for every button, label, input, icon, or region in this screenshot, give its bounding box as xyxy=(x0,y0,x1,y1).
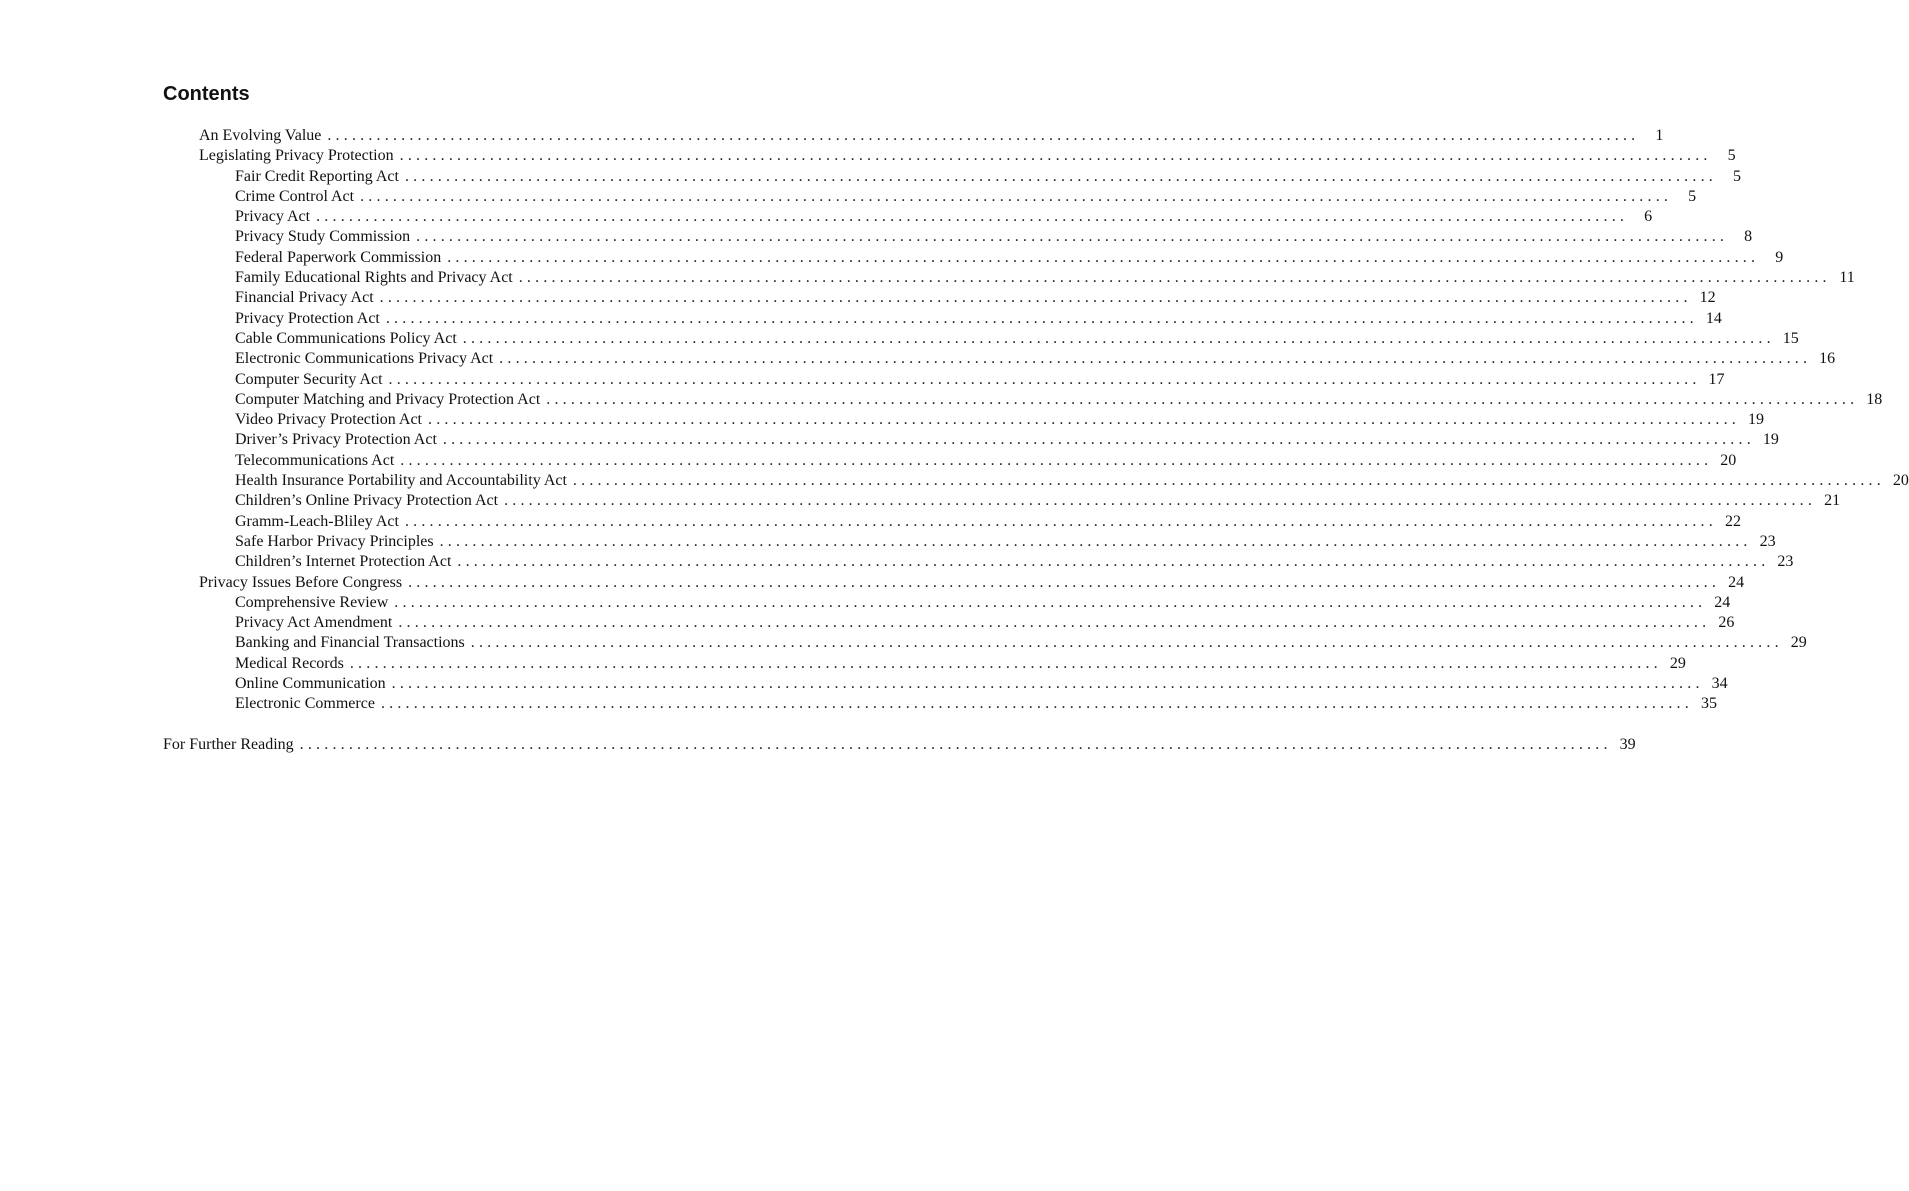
toc-entry-label: Children’s Online Privacy Protection Act xyxy=(235,492,499,510)
toc-page-number: 1 xyxy=(1655,127,1664,144)
toc-page-number: 14 xyxy=(1705,309,1722,327)
toc-entry-row xyxy=(235,410,1764,430)
toc-entry-15[interactable] xyxy=(0,410,1764,430)
toc-dot-leader: ................................................................................................................................................................ xyxy=(428,411,1740,429)
toc-entry-label: Federal Paperwork Commission xyxy=(235,248,442,266)
toc-entry-22[interactable] xyxy=(0,552,1794,572)
toc-dot-leader: ................................................................................................................................................................ xyxy=(380,695,1693,713)
toc-entry-9[interactable] xyxy=(0,288,1716,308)
toc-entry-row xyxy=(235,532,1776,552)
toc-dot-leader: ................................................................................................................................................................ xyxy=(457,553,1770,571)
toc-entry-row xyxy=(199,146,1736,166)
toc-entry-row xyxy=(235,167,1741,187)
toc-entry-row xyxy=(235,187,1697,207)
toc-dot-leader: ................................................................................................................................................................ xyxy=(385,309,1698,327)
toc-entry-label: Privacy Issues Before Congress xyxy=(199,573,403,591)
toc-page-number: 16 xyxy=(1819,350,1836,368)
toc-page-number: 19 xyxy=(1762,431,1779,449)
toc-entry-4[interactable] xyxy=(0,187,1697,207)
toc-entry-label: Health Insurance Portability and Accountability Act xyxy=(235,472,567,490)
toc-entry-6[interactable] xyxy=(0,227,1753,247)
toc-dot-leader: ................................................................................................................................................................ xyxy=(499,350,1812,368)
toc-entry-row xyxy=(235,207,1653,227)
toc-page-number: 29 xyxy=(1669,654,1686,672)
toc-entry-label: Medical Records xyxy=(235,654,344,672)
toc-entry-label: Driver’s Privacy Protection Act xyxy=(235,431,437,449)
toc-entry-25[interactable] xyxy=(0,613,1735,633)
toc-entry-label: Video Privacy Protection Act xyxy=(235,411,422,429)
toc-entry-17[interactable] xyxy=(0,451,1737,471)
toc-page-number: 6 xyxy=(1644,208,1653,226)
toc-dot-leader: ................................................................................................................................................................ xyxy=(316,208,1629,226)
toc-dot-leader: ................................................................................................................................................................ xyxy=(400,451,1713,469)
toc-dot-leader: ................................................................................................................................................................ xyxy=(439,532,1752,550)
toc-entry-row xyxy=(235,512,1741,532)
toc-page-number: 23 xyxy=(1759,532,1776,550)
toc-page-number: 29 xyxy=(1790,634,1807,652)
toc-entry-row xyxy=(235,552,1794,572)
toc-entry-row xyxy=(235,430,1779,450)
toc-page-number: 5 xyxy=(1688,187,1697,205)
toc-entry-row xyxy=(199,126,1664,146)
toc-entry-label: An Evolving Value xyxy=(199,127,322,144)
toc-page-number: 18 xyxy=(1866,390,1883,408)
toc-page-number: 5 xyxy=(1727,147,1736,165)
toc-dot-leader: ................................................................................................................................................................ xyxy=(408,573,1721,591)
toc-dot-leader: ................................................................................................................................................................ xyxy=(572,472,1885,490)
toc-entry-row xyxy=(199,573,1745,593)
toc-page-number: 26 xyxy=(1718,614,1735,632)
toc-entry-label: Cable Communications Policy Act xyxy=(235,329,457,347)
toc-dot-leader: ................................................................................................................................................................ xyxy=(404,167,1717,185)
toc-entry-row xyxy=(235,654,1686,674)
toc-dot-leader: ................................................................................................................................................................ xyxy=(391,675,1704,693)
toc-entry-row xyxy=(235,694,1717,714)
toc-page-number: 35 xyxy=(1700,695,1717,713)
toc-entry-label: Children’s Internet Protection Act xyxy=(235,553,452,571)
toc-entry-11[interactable] xyxy=(0,329,1799,349)
toc-entry-label: Privacy Act xyxy=(235,208,311,226)
toc-dot-leader: ................................................................................................................................................................ xyxy=(360,187,1673,205)
toc-page-number: 22 xyxy=(1724,512,1741,530)
toc-page-number: 17 xyxy=(1708,370,1725,388)
toc-entry-21[interactable] xyxy=(0,532,1776,552)
toc-entry-label: Safe Harbor Privacy Principles xyxy=(235,532,434,550)
toc-entry-row xyxy=(235,288,1716,308)
toc-entry-12[interactable] xyxy=(0,349,1836,369)
toc-entry-label: Electronic Commerce xyxy=(235,695,375,713)
toc-dot-leader: ................................................................................................................................................................ xyxy=(327,127,1640,144)
toc-entry-label: Gramm-Leach-Bliley Act xyxy=(235,512,399,530)
toc-entry-row xyxy=(235,593,1731,613)
toc-entry-label: Telecommunications Act xyxy=(235,451,395,469)
toc-entry-26[interactable] xyxy=(0,633,1807,653)
toc-entry-row xyxy=(235,491,1841,511)
toc-dot-leader: ................................................................................................................................................................ xyxy=(388,370,1701,388)
toc-entry-row xyxy=(235,227,1753,247)
toc-page-number: 23 xyxy=(1777,553,1794,571)
toc-dot-leader: ................................................................................................................................................................ xyxy=(442,431,1755,449)
toc-entry-7[interactable] xyxy=(0,248,1784,268)
toc-entry-row xyxy=(235,613,1735,633)
toc-entry-label: For Further Reading xyxy=(163,735,294,753)
toc-page-number: 5 xyxy=(1732,167,1741,185)
toc-entry-row xyxy=(235,471,1909,491)
table-of-contents xyxy=(0,126,1909,755)
toc-page-number: 8 xyxy=(1744,228,1753,246)
toc-entry-label: Computer Matching and Privacy Protection Act xyxy=(235,390,541,408)
toc-dot-leader: ................................................................................................................................................................ xyxy=(404,512,1717,530)
toc-page-number: 21 xyxy=(1824,492,1841,510)
toc-page-number: 34 xyxy=(1711,675,1728,693)
toc-entry-label: Fair Credit Reporting Act xyxy=(235,167,399,185)
toc-page-number: 20 xyxy=(1720,451,1737,469)
toc-page-number: 15 xyxy=(1782,329,1799,347)
toc-page-number: 20 xyxy=(1892,472,1909,490)
toc-entry-label: Comprehensive Review xyxy=(235,593,389,611)
toc-entry-8[interactable] xyxy=(0,268,1855,288)
toc-entry-row xyxy=(235,633,1807,653)
toc-page-number: 39 xyxy=(1619,735,1636,753)
toc-page-number: 24 xyxy=(1714,593,1731,611)
toc-entry-row xyxy=(163,735,1636,755)
toc-dot-leader: ................................................................................................................................................................ xyxy=(447,248,1760,266)
toc-entry-3[interactable] xyxy=(0,167,1741,187)
toc-entry-label: Online Communication xyxy=(235,675,386,693)
toc-entry-row xyxy=(235,451,1737,471)
toc-entry-13[interactable] xyxy=(0,370,1725,390)
toc-dot-leader: ................................................................................................................................................................ xyxy=(399,147,1712,165)
toc-entry-10[interactable] xyxy=(0,309,1722,329)
toc-dot-leader: ................................................................................................................................................................ xyxy=(416,228,1729,246)
toc-entry-5[interactable] xyxy=(0,207,1653,227)
toc-entry-24[interactable] xyxy=(0,593,1731,613)
toc-entry-label: Financial Privacy Act xyxy=(235,289,374,307)
toc-entry-19[interactable] xyxy=(0,491,1841,511)
toc-entry-label: Banking and Financial Transactions xyxy=(235,634,465,652)
toc-dot-leader: ................................................................................................................................................................ xyxy=(379,289,1692,307)
toc-dot-leader: ................................................................................................................................................................ xyxy=(349,654,1662,672)
toc-entry-20[interactable] xyxy=(0,512,1741,532)
toc-entry-30[interactable] xyxy=(0,735,1636,755)
toc-entry-label: Privacy Act Amendment xyxy=(235,614,393,632)
toc-entry-14[interactable] xyxy=(0,390,1883,410)
toc-entry-row xyxy=(235,674,1728,694)
toc-entry-row xyxy=(235,370,1725,390)
toc-dot-leader: ................................................................................................................................................................ xyxy=(504,492,1817,510)
toc-page-number: 19 xyxy=(1748,411,1764,429)
toc-entry-label: Family Educational Rights and Privacy Act xyxy=(235,269,513,287)
page-title: Contents xyxy=(163,83,250,105)
toc-entry-29[interactable] xyxy=(0,694,1717,714)
toc-entry-2[interactable] xyxy=(0,146,1736,166)
toc-entry-label: Privacy Study Commission xyxy=(235,228,411,246)
toc-entry-row xyxy=(235,349,1836,369)
toc-page-number: 12 xyxy=(1699,289,1716,307)
toc-entry-row xyxy=(235,248,1784,268)
toc-entry-16[interactable] xyxy=(0,430,1779,450)
toc-dot-leader: ................................................................................................................................................................ xyxy=(398,614,1711,632)
toc-entry-label: Electronic Communications Privacy Act xyxy=(235,350,494,368)
toc-dot-leader: ................................................................................................................................................................ xyxy=(518,269,1831,287)
toc-dot-leader: ................................................................................................................................................................ xyxy=(470,634,1783,652)
toc-entry-label: Privacy Protection Act xyxy=(235,309,380,327)
toc-entry-label: Computer Security Act xyxy=(235,370,383,388)
toc-dot-leader: ................................................................................................................................................................ xyxy=(299,735,1612,753)
toc-dot-leader: ................................................................................................................................................................ xyxy=(462,329,1775,347)
toc-page-number: 24 xyxy=(1728,573,1745,591)
toc-entry-label: Legislating Privacy Protection xyxy=(199,147,394,165)
toc-entry-row xyxy=(235,268,1855,288)
toc-page-number: 9 xyxy=(1775,248,1784,266)
toc-entry-row xyxy=(235,329,1799,349)
toc-entry-23[interactable] xyxy=(0,573,1745,593)
toc-entry-27[interactable] xyxy=(0,654,1686,674)
toc-entry-row xyxy=(235,309,1722,329)
toc-entry-label: Crime Control Act xyxy=(235,187,355,205)
toc-dot-leader: ................................................................................................................................................................ xyxy=(546,390,1859,408)
toc-entry-18[interactable] xyxy=(0,471,1909,491)
toc-entry-28[interactable] xyxy=(0,674,1728,694)
toc-entry-1[interactable] xyxy=(0,126,1664,146)
toc-entry-row xyxy=(235,390,1883,410)
toc-dot-leader: ................................................................................................................................................................ xyxy=(394,593,1707,611)
toc-page-number: 11 xyxy=(1839,269,1855,287)
